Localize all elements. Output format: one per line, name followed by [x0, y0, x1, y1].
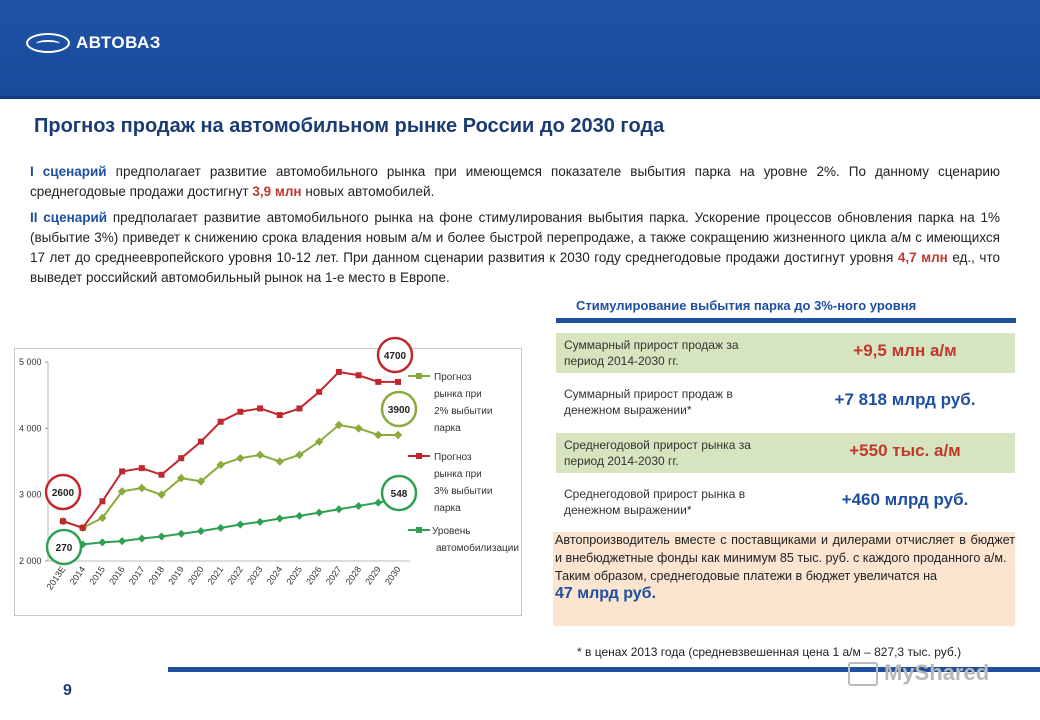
- stat-row: [556, 382, 1015, 422]
- y-tick-label: 2 000: [19, 556, 42, 566]
- data-point: [119, 468, 125, 474]
- data-point: [158, 532, 166, 540]
- sales-forecast-chart: [0, 0, 560, 630]
- budget-note-body-2: Таким образом, среднегодовые платежи в бюджет увеличатся на: [555, 569, 938, 583]
- page-title: Прогноз продаж на автомобильном рынке России до 2030 года: [34, 115, 665, 137]
- data-point: [80, 525, 86, 531]
- legend-label: Уровень: [432, 526, 471, 537]
- legend-label: Прогноз: [434, 452, 472, 463]
- budget-note-text: [555, 531, 1015, 603]
- legend-swatch-marker: [416, 527, 422, 533]
- scenario-1-lead: I сценарий: [30, 164, 107, 179]
- data-point: [217, 524, 225, 532]
- data-point: [256, 451, 264, 459]
- legend-label: парка: [434, 423, 461, 434]
- stat-value: +9,5 млн а/м: [853, 341, 957, 360]
- scenario-2-tail: ед., что выведет российский автомобильный рынок на 1-е место в Европе.: [30, 250, 1000, 285]
- budget-note: [553, 532, 1015, 626]
- data-point: [276, 457, 284, 465]
- y-tick-label: 3 000: [19, 489, 42, 500]
- presentation-icon: [848, 662, 878, 686]
- legend-swatch-marker: [416, 453, 422, 459]
- legend-label: рынка при: [434, 389, 482, 400]
- stat-row: [556, 433, 1015, 473]
- stat-label: Среднегодовой прирост рынка за период 2014-2030 гг.: [564, 438, 751, 468]
- data-point: [315, 509, 323, 517]
- data-point: [237, 409, 243, 415]
- x-tick-label: 2020: [185, 564, 206, 587]
- x-tick-label: 2027: [323, 564, 344, 587]
- data-point: [138, 534, 146, 542]
- x-tick-label: 2029: [363, 564, 383, 587]
- section-title: Стимулирование выбытия парка до 3%-ного уровня: [576, 298, 917, 313]
- x-tick-label: 2016: [107, 564, 127, 587]
- x-tick-label: 2018: [146, 564, 167, 587]
- scenario-2-body: предполагает развитие автомобильного рынка на фоне стимулирования выбытия парка. Ускорение процессов обновления парка на 1% (выбытие 3%) приведет к снижению срока владения новым а/м и более быстрой перепродаже, а также сокращению жизненного цикла а/м с имеющихся 17 лет до среднеевропейского уровня 10-12 лет. При данном сценарии развития к 2030 году среднегодовые продажи достигнут уровня: [30, 210, 1000, 265]
- stat-value: +550 тыс. а/м: [849, 441, 961, 460]
- data-point: [394, 431, 402, 439]
- series-line: [63, 499, 398, 546]
- legend-label: 3% выбытии: [434, 486, 493, 497]
- scenario-1-tail: новых автомобилей.: [301, 184, 435, 199]
- value-callout-label: 270: [55, 543, 73, 554]
- watermark: MyShared: [884, 660, 990, 685]
- x-tick-label: 2023: [245, 564, 265, 587]
- scenario-1-highlight: 3,9 млн: [252, 184, 302, 199]
- data-point: [159, 472, 165, 478]
- data-point: [335, 505, 343, 513]
- data-point: [99, 498, 105, 504]
- data-point: [374, 499, 382, 507]
- data-point: [178, 455, 184, 461]
- value-callout-label: 4700: [383, 351, 407, 362]
- scenario-2-highlight: 4,7 млн: [897, 250, 948, 265]
- stat-row: [556, 333, 1015, 373]
- data-point: [197, 527, 205, 535]
- section-underline: [556, 318, 1016, 323]
- x-tick-label: 2024: [264, 564, 285, 587]
- stat-label: Суммарный прирост продаж в денежном выражении*: [564, 387, 733, 417]
- scenario-2-lead: II сценарий: [30, 210, 108, 225]
- data-point: [118, 537, 126, 545]
- data-point: [356, 372, 362, 378]
- x-tick-label: 2026: [304, 564, 324, 587]
- stat-value: +7 818 млрд руб.: [834, 390, 976, 409]
- legend-label: Прогноз: [434, 372, 472, 383]
- x-tick-label: 2022: [225, 564, 245, 587]
- y-tick-label: 4 000: [19, 423, 42, 434]
- data-point: [295, 512, 303, 520]
- series-line: [63, 425, 398, 528]
- data-point: [276, 515, 284, 523]
- data-point: [256, 518, 264, 526]
- x-tick-label: 2025: [284, 564, 305, 587]
- data-point: [395, 379, 401, 385]
- x-tick-label: 2019: [166, 564, 186, 587]
- x-tick-label: 2028: [343, 564, 364, 587]
- data-point: [316, 389, 322, 395]
- x-tick-label: 2014: [67, 564, 88, 587]
- legend-label: рынка при: [434, 469, 482, 480]
- budget-note-body: Автопроизводитель вместе с поставщиками и дилерами отчисляет в бюджет и внебюджетные фонды как минимум 85 тыс. руб. с каждого проданного а/м.: [555, 533, 1015, 565]
- x-tick-label: 2021: [205, 564, 226, 587]
- data-point: [60, 518, 66, 524]
- stat-row: [556, 482, 1015, 522]
- stat-label: Среднегодовой прирост рынка в денежном выражении*: [564, 487, 746, 517]
- data-point: [277, 412, 283, 418]
- data-point: [138, 484, 146, 492]
- data-point: [296, 405, 302, 411]
- budget-note-highlight: 47 млрд руб.: [555, 585, 657, 602]
- legend-label: автомобилизации: [436, 543, 519, 554]
- data-point: [236, 521, 244, 529]
- value-callout-label: 548: [390, 489, 408, 500]
- data-point: [374, 431, 382, 439]
- data-point: [257, 405, 263, 411]
- data-point: [98, 538, 106, 546]
- data-point: [355, 502, 363, 510]
- x-tick-label: 2015: [87, 564, 108, 587]
- data-point: [218, 419, 224, 425]
- legend-swatch-marker: [416, 373, 422, 379]
- stat-label: Суммарный прирост продаж за период 2014-2030 гг.: [564, 338, 739, 368]
- data-point: [336, 369, 342, 375]
- data-point: [375, 379, 381, 385]
- data-point: [177, 530, 185, 538]
- value-callout-label: 3900: [387, 405, 411, 416]
- x-tick-label: 2017: [126, 564, 147, 587]
- x-tick-label: 2013E: [44, 564, 68, 592]
- value-callout-label: 2600: [51, 488, 75, 499]
- stat-value: +460 млрд руб.: [841, 490, 969, 509]
- legend-label: 2% выбытии: [434, 406, 493, 417]
- legend-label: парка: [434, 503, 461, 514]
- data-point: [139, 465, 145, 471]
- data-point: [354, 424, 362, 432]
- logo-text: АВТОВАЗ: [76, 33, 161, 52]
- x-tick-label: 2030: [382, 564, 403, 587]
- page-number: 9: [63, 682, 72, 699]
- footnote: * в ценах 2013 года (средневзвешенная цена 1 а/м – 827,3 тыс. руб.): [577, 645, 962, 659]
- data-point: [198, 439, 204, 445]
- data-point: [236, 454, 244, 462]
- scenario-1-body: предполагает развитие автомобильного рынка при имеющемся показателе выбытия парка на уровне 2%. По данному сценарию среднегодовые продажи достигнут: [30, 164, 1001, 199]
- y-tick-label: 5 000: [19, 357, 42, 367]
